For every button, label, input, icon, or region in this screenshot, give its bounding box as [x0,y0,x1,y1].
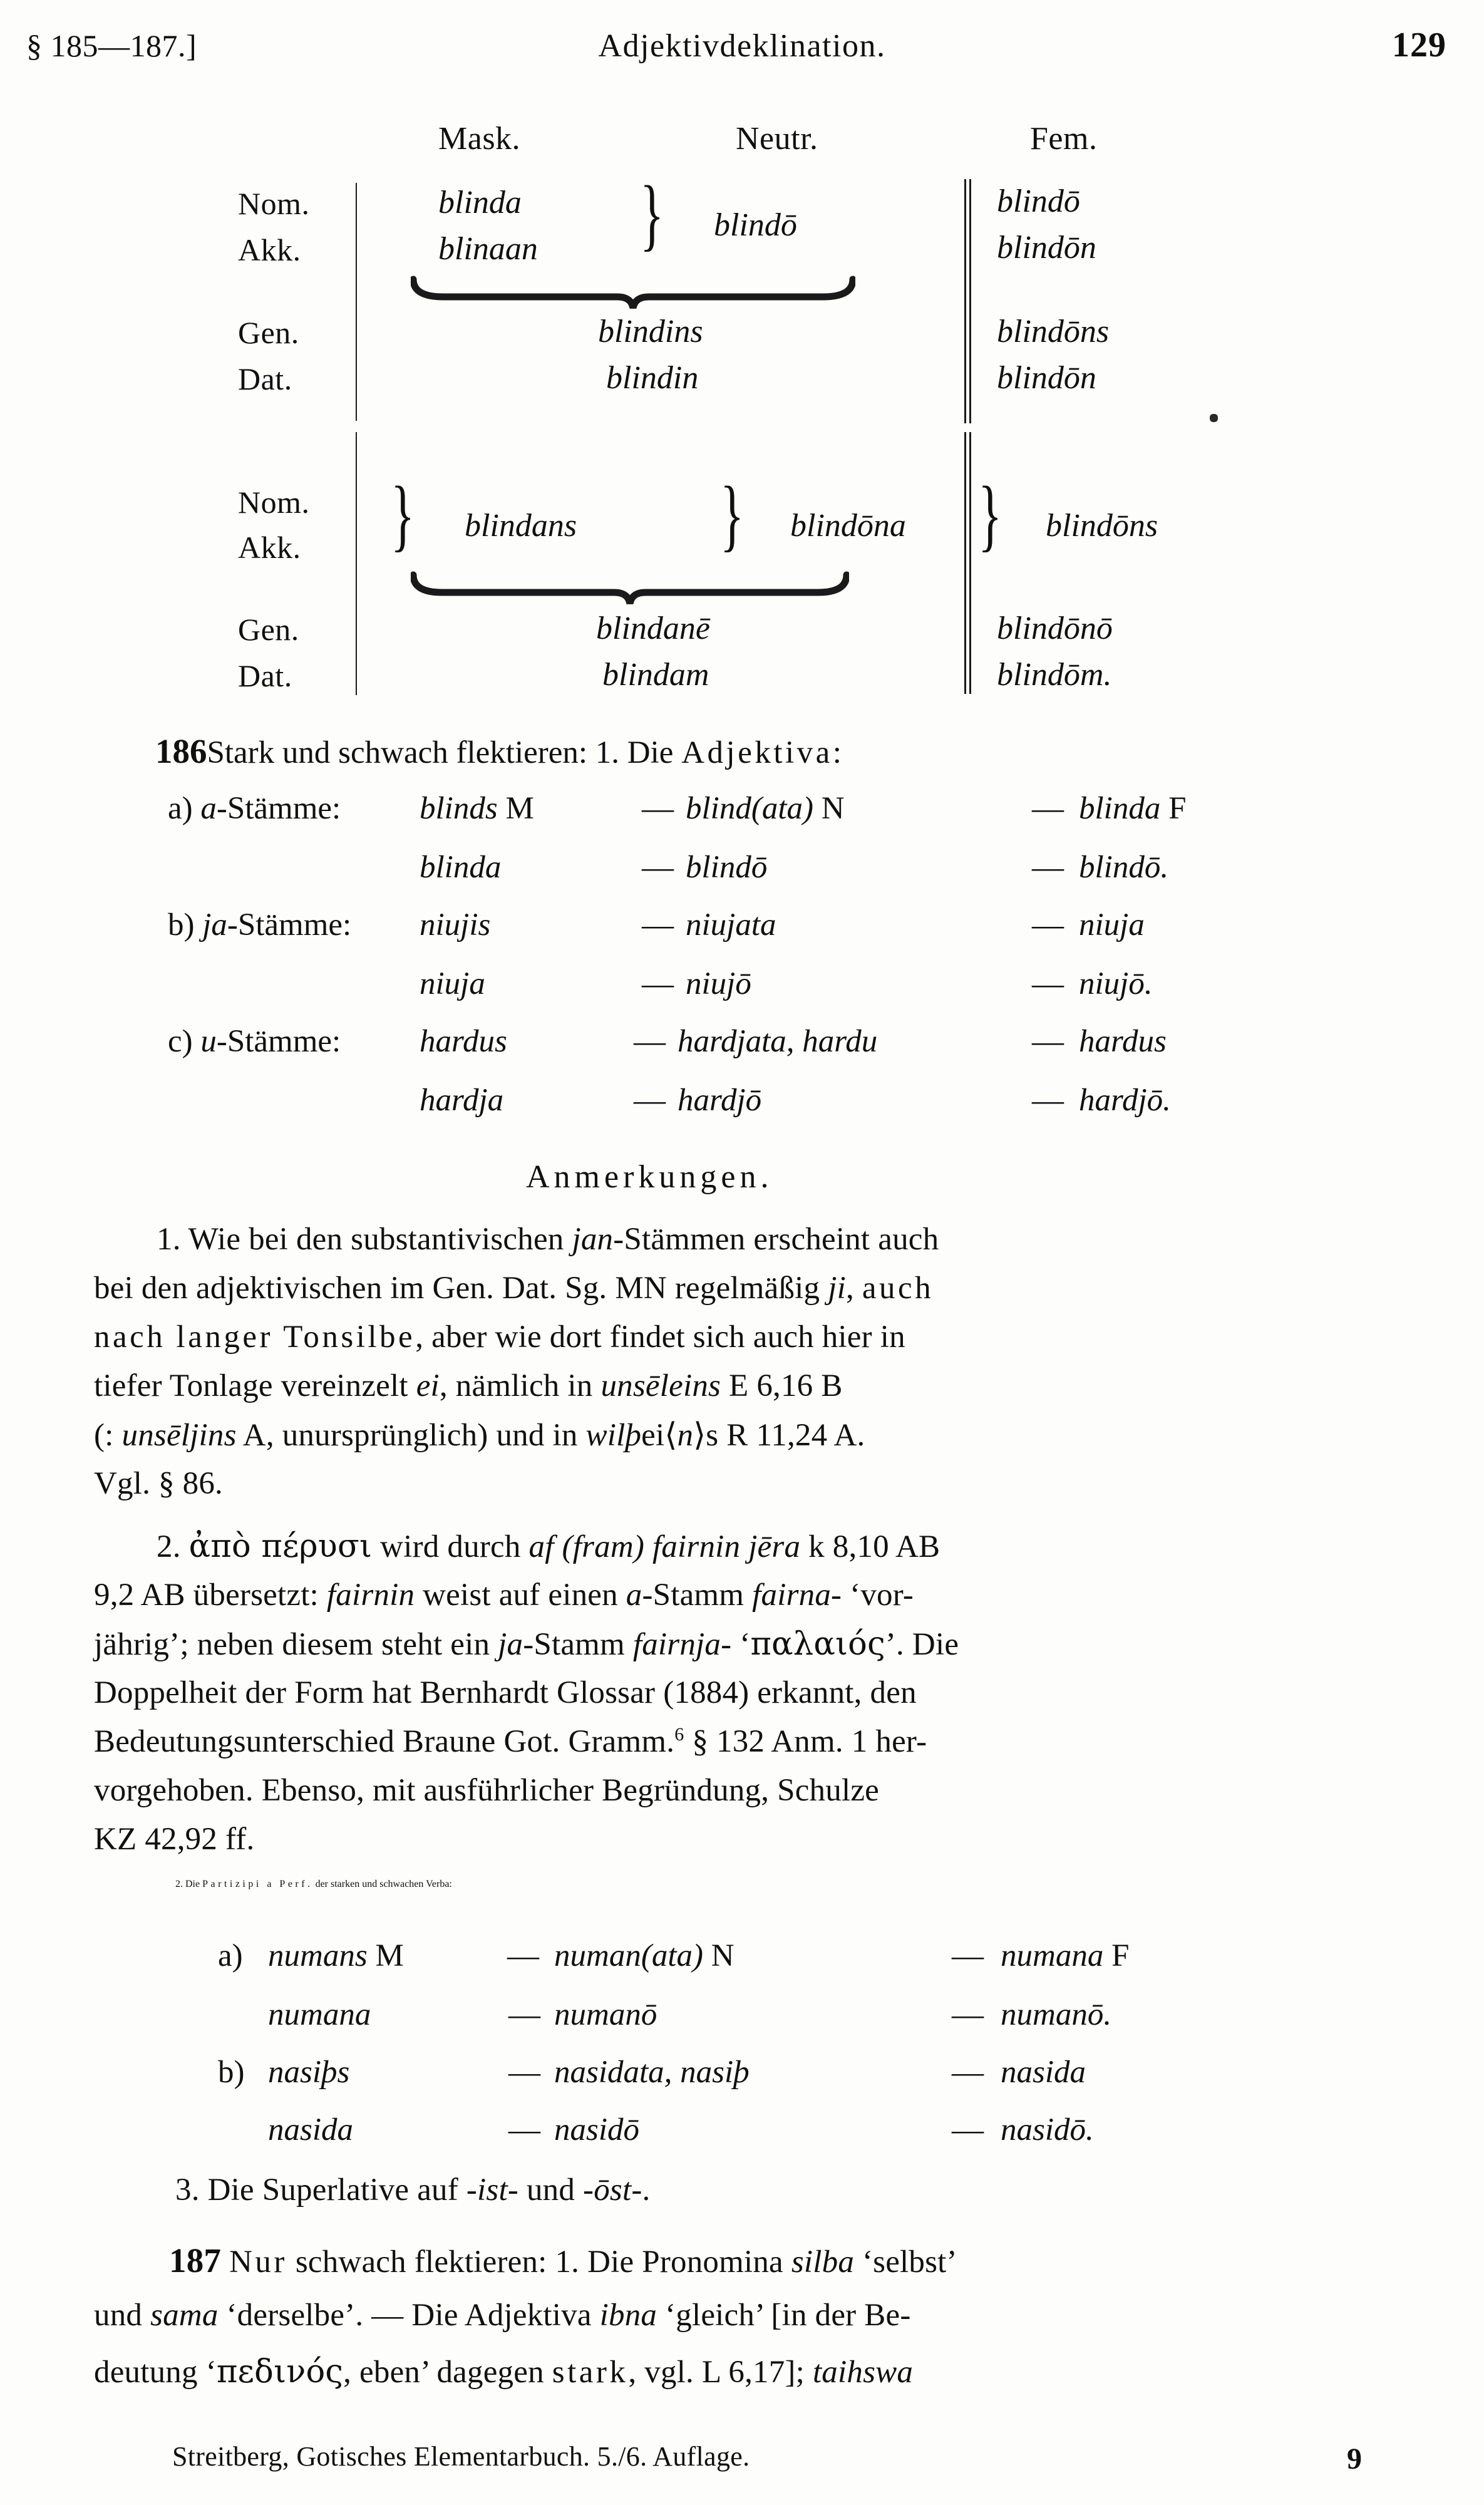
form-sg-dat-mn: blindin [606,360,699,396]
form-pl-dat-fem: blindōm. [997,657,1112,693]
form-sg-akk-mask: blinaan [438,231,538,267]
anmerkung-2-line-5: Bedeutungsunterschied Braune Got. Gramm.$^6$ § 132 Anm. 1 her- [94,1724,927,1759]
stem-label-b-italic: ja [202,907,227,943]
section-187-number: 187 [169,2241,222,2280]
section-186-heading-emph: Adjektiva: [681,735,845,770]
form-sg-dat-fem: blindōn [997,360,1096,396]
table-left-rule-plural [356,432,357,695]
partizip-b-row1-mask: nasiþs [268,2055,350,2090]
brace-sg-nomakk-neutr: } [640,170,664,259]
stem-label-c-rest: -Stämme: [216,1024,341,1059]
stem-c-row1-mask: hardus [420,1024,507,1059]
stem-c-row1-fem: hardus [1079,1024,1167,1059]
stem-a-row2-fem: blindō. [1079,850,1169,885]
stem-c-row2-dash2: — [1032,1083,1064,1118]
form-sg-nom-mask: blinda [438,185,522,220]
anmerkung-2-line-1: 2. ἀπὸ πέρυσι wird durch af (fram) fairnin jēra k 8,10 AB [157,1528,940,1565]
running-head [0,28,1484,74]
stem-c-row1-dash2: — [1032,1024,1064,1059]
partizip-a-n-tag: N [711,1938,734,1973]
stem-a-row1-neutr [686,790,845,827]
table-left-rule-singular [356,183,357,421]
stem-label-a-italic: a [200,791,217,826]
anmerkung-2-line-6: vorgehoben. Ebenso, mit ausführlicher Begründung, Schulze [94,1773,880,1808]
stem-a-row2-mask: blinda [420,850,502,885]
partizip-b-row1-neutr: nasidata, nasiþ [554,2055,750,2090]
table-double-rule-singular [964,179,971,423]
stem-b-row2-mask: niuja [420,966,485,1001]
stem-b-row1-fem: niuja [1079,907,1145,943]
footer-signature-number: 9 [1347,2442,1362,2476]
anmerkung-1-line-4: tiefer Tonlage vereinzelt ei, nämlich in unsēleins E 6,16 B [94,1368,843,1403]
partizip-b-row1-fem: nasida [1001,2055,1086,2090]
form-pl-dat-mn: blindam [602,657,709,693]
partizip-b-row1-dash2: — [952,2055,984,2090]
brace-pl-nomakk-mask: } [391,470,415,559]
form-sg-nom-fem: blindō [997,183,1080,219]
anmerkung-2-line-4: Doppelheit der Form hat Bernhardt Glossar (1884) erkannt, den [94,1675,917,1710]
stem-c-row2-fem: hardjō. [1079,1083,1171,1118]
form-pl-gen-mn: blindanē [596,611,710,646]
anmerkung-1-line-3: nach langer Tonsilbe, aber wie dort findet sich auch hier in [94,1320,905,1355]
page-title: Adjektivdeklination. [598,28,886,64]
form-pl-nomakk-mask: blindans [465,508,577,544]
stem-c-row2-mask: hardja [420,1083,504,1118]
anmerkungen-heading: Anmerkungen. [526,1159,773,1195]
case-label-gen-sg: Gen. [238,315,299,350]
stem-label-b-rest: -Stämme: [227,907,352,943]
anmerkung-1-line-1: 1. Wie bei den substantivischen jan-Stämmen erscheint auch [157,1222,939,1257]
stem-a-row1-dash2: — [1032,791,1064,826]
stem-b-row1-dash2: — [1032,907,1064,943]
section-186-heading-text: Stark und schwach flektieren: 1. Die [207,735,682,770]
stem-a-row2-dash1: — [642,850,674,885]
page-number: 129 [1392,26,1446,65]
partizip-a-row2-dash1: — [508,1997,540,2032]
partizip-a-row1-dash1: — [507,1938,539,1973]
form-sg-gen-mn: blindins [598,314,703,349]
form-pl-nomakk-fem: blindōns [1046,508,1158,544]
stem-c-row2-dash1: — [634,1083,666,1118]
partizip-a-f: numana [1001,1938,1104,1973]
case-label-dat-sg: Dat. [238,361,292,396]
partizip-a-row1-mask [268,1938,404,1974]
case-label-akk-sg: Akk. [238,232,301,267]
stem-a-f: blinda [1079,791,1161,826]
stem-row-b-line1 [168,907,351,943]
partizip-b-row2-mask: nasida [268,2112,354,2147]
partizipia-heading-prefix: 2. Die [175,1879,203,1889]
stem-b-row2-fem: niujō. [1079,966,1153,1001]
column-header-neutr: Neutr. [736,121,818,157]
partizip-a-row2-mask: numana [268,1997,371,2032]
stem-a-m-tag: M [505,791,534,826]
anmerkung-1-line-5: (: unsēljins A, unursprünglich) und in wilþei⟨n⟩s R 11,24 A. [94,1418,865,1453]
brace-pl-nomakk-neutr: } [720,470,745,559]
partizip-a-n: numan(ata) [554,1938,703,1973]
stem-row-c-line1 [168,1023,341,1060]
case-label-nom-pl: Nom. [238,485,310,520]
anmerkung-2-line-2: 9,2 AB übersetzt: fairnin weist auf einen a-Stamm fairna- ‘vor- [94,1578,914,1613]
stem-a-n-tag: N [821,791,845,826]
section-187-line-2: und sama ‘derselbe’. — Die Adjektiva ibna ‘gleich’ [in der Be- [94,2298,911,2333]
partizip-b-row2-fem: nasidō. [1001,2112,1094,2147]
section-186-number: 186 [155,732,207,770]
stem-a-row1-fem [1079,790,1186,827]
brace-sg-gen-span [411,276,855,311]
section-187-line-3: deutung ‘πεδινός, eben’ dagegen stark, vgl. L 6,17]; taihswa [94,2353,914,2390]
anmerkung-3: 3. Die Superlative auf -ist- und -ōst-. [175,2172,651,2208]
partizip-a-row1-dash2: — [952,1938,984,1973]
form-sg-nomakk-neutr: blindō [714,207,797,243]
stem-label-a-prefix: a) [168,791,201,826]
partizip-label-b: b) [218,2055,245,2090]
form-pl-nomakk-neutr: blindōna [790,508,906,544]
partizip-b-row2-dash2: — [952,2112,984,2147]
stem-a-row1-mask [420,790,534,827]
stem-label-c-italic: u [200,1024,217,1059]
anmerkung-1-line-6: Vgl. § 86. [94,1466,223,1501]
anmerkung-2-line-7: KZ 42,92 ff. [94,1822,255,1857]
partizip-a-m-tag: M [375,1938,404,1973]
partizip-a-row2-neutr: numanō [554,1997,657,2032]
anmerkung-2-line-3: jährig’; neben diesem steht ein ja-Stamm fairnja- ‘παλαιός’. Die [94,1626,959,1663]
stem-c-row1-dash1: — [634,1024,666,1059]
scan-artifact-speck [1210,414,1218,422]
partizip-b-row2-dash1: — [508,2112,540,2147]
stem-c-row1-neutr: hardjata, hardu [678,1024,878,1059]
stem-row-a-line1 [168,790,341,827]
stem-b-row1-neutr: niujata [686,907,776,943]
brace-pl-gen-span [411,571,849,606]
form-pl-gen-fem: blindōnō [997,611,1113,646]
partizipia-heading [175,1879,452,1890]
stem-a-n: blind(ata) [686,791,813,826]
stem-label-a-rest: -Stämme: [216,791,341,826]
partizip-a-m: numans [268,1938,368,1973]
column-header-mask: Mask. [438,121,521,157]
partizip-a-row1-neutr [554,1938,734,1974]
stem-b-row2-neutr: niujō [686,966,751,1001]
column-header-fem: Fem. [1030,121,1098,157]
stem-b-row2-dash1: — [642,966,674,1001]
anmerkung-1-line-2: bei den adjektivischen im Gen. Dat. Sg. MN regelmäßig ji, auch [94,1271,934,1306]
partizip-a-f-tag: F [1111,1938,1130,1973]
form-sg-akk-fem: blindōn [997,230,1096,266]
partizip-a-row2-dash2: — [952,1997,984,2032]
partizip-a-row1-fem [1001,1938,1129,1974]
partizipia-heading-rest: der starken und schwachen Verba: [312,1879,452,1889]
table-double-rule-plural [964,432,971,694]
stem-a-row2-dash2: — [1032,850,1064,885]
section-range: § 185—187.] [26,28,197,63]
stem-a-f-tag: F [1168,791,1187,826]
case-label-gen-pl: Gen. [238,612,299,647]
section-187-line-1: 187 Nur schwach flektieren: 1. Die Pronomina silba ‘selbst’ [169,2241,957,2280]
stem-b-row2-dash2: — [1032,966,1064,1001]
partizip-a-row2-fem: numanō. [1001,1997,1112,2032]
stem-a-row1-dash1: — [642,791,674,826]
partizip-label-a: a) [218,1938,243,1973]
case-label-akk-pl: Akk. [238,530,301,565]
stem-c-row2-neutr: hardjō [678,1083,762,1118]
stem-label-c-prefix: c) [168,1024,201,1059]
partizip-b-row2-neutr: nasidō [554,2112,640,2147]
form-sg-gen-fem: blindōns [997,314,1110,349]
stem-a-row2-neutr: blindō [686,850,768,885]
partizip-b-row1-dash1: — [508,2055,540,2090]
stem-b-row1-mask: niujis [420,907,491,943]
table-column-headers [0,120,1484,164]
section-186-heading [155,731,844,771]
partizipia-heading-emph: Partizipi a Perf. [202,1879,313,1889]
stem-a-m: blinds [420,791,498,826]
brace-pl-nomakk-fem: } [978,470,1002,559]
footer-signature-text: Streitberg, Gotisches Elementarbuch. 5./6. Auflage. [172,2441,750,2472]
case-label-nom-sg: Nom. [238,186,310,221]
case-label-dat-pl: Dat. [238,658,292,693]
stem-b-row1-dash1: — [642,907,674,943]
stem-label-b-prefix: b) [168,907,203,943]
